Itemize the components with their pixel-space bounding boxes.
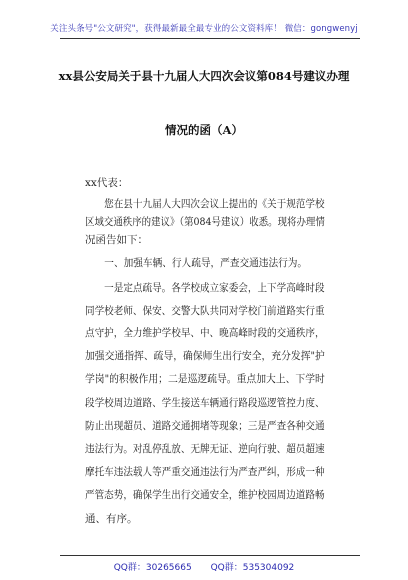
- header-banner: 关注头条号"公文研究"，获得最新最全最专业的公文资料库！ 微信：gongwenyj: [50, 24, 358, 34]
- qq-group-2: QQ群：535304092: [210, 563, 295, 573]
- body-line: 区域交通秩序的建议》（第084号建议）收悉。现将办理情: [85, 216, 325, 228]
- body-line: 段学校周边道路、学生接送车辆通行路段巡逻管控力度、: [85, 397, 325, 409]
- body-line: 加强交通指挥、疏导，确保师生出行安全，充分发挥"护: [85, 350, 325, 362]
- qq-group-1: QQ群：30265665: [113, 563, 192, 573]
- body-line: 您在县十九届人大四次会议上提出的《关于规范学校: [104, 198, 325, 210]
- body-line: 违法行为。对乱停乱放、无牌无证、逆向行驶、超员超速: [85, 443, 325, 455]
- body-line: 一是定点疏导。各学校成立家委会，上下学高峰时段: [104, 282, 325, 294]
- document-title-line-2: 情况的函（A）: [165, 123, 243, 137]
- body-line: 点守护，全力维护学校早、中、晚高峰时段的交通秩序，: [85, 327, 325, 339]
- body-line: 严管态势，确保学生出行交通安全，维护校园周边道路畅: [85, 489, 325, 501]
- salutation: xx代表：: [85, 177, 129, 189]
- body-line: 摩托车违法载人等严重交通违法行为严查严纠，形成一种: [85, 466, 325, 478]
- body-line: 防止出现超员、道路交通拥堵等现象；三是严查各种交通: [85, 420, 325, 432]
- body-line: 况函告如下：: [85, 234, 148, 246]
- footer-divider: [60, 555, 360, 556]
- body-line: 通、有序。: [85, 513, 138, 525]
- header-divider: [60, 38, 360, 39]
- footer: [0, 560, 408, 573]
- body-line: 一、加强车辆、行人疏导，严查交通违法行为。: [104, 257, 308, 269]
- body-line: 学岗"的积极作用；二是巡逻疏导。重点加大上、下学时: [85, 373, 325, 385]
- body-line: 同学校老师、保安、交警大队共同对学校门前道路实行重: [85, 305, 325, 317]
- document-title-line-1: xx县公安局关于县十九届人大四次会议第084号建议办理: [58, 69, 350, 83]
